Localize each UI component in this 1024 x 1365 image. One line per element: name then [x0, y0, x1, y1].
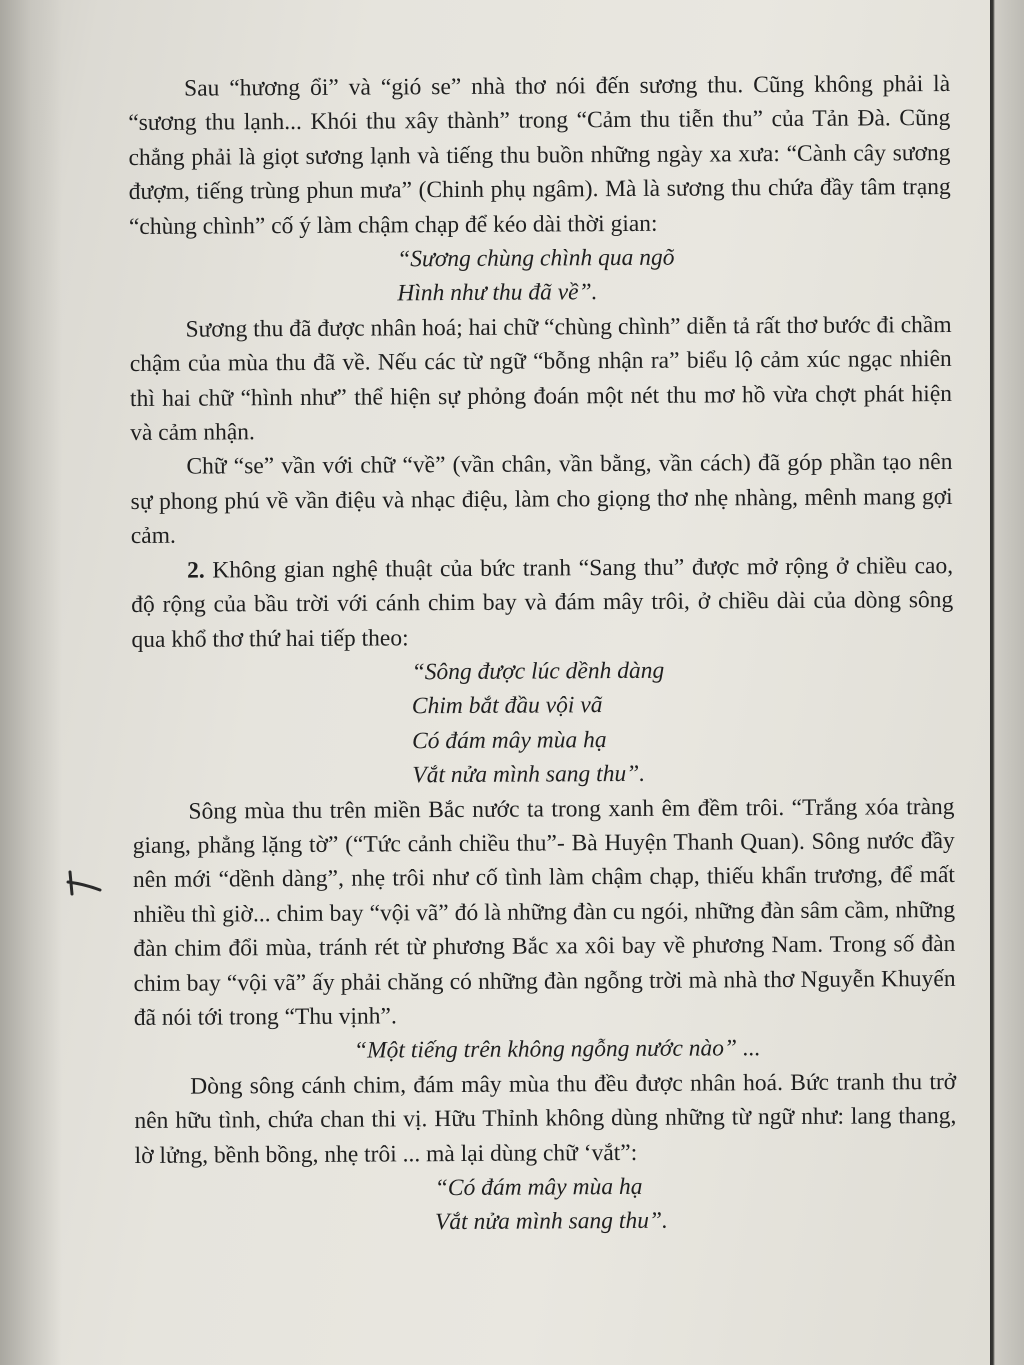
- page-right-edge: [990, 0, 1024, 1365]
- section-number: 2.: [186, 557, 205, 584]
- verse-3-line-1: “Một tiếng trên không ngỗng nước nào” ...: [353, 1035, 761, 1065]
- paragraph-6: Dòng sông cánh chim, đám mây mùa thu đều được nhân hoá. Bức tranh thu trở nên hữu tình, chứa chan thi vị. Hữu Thỉnh không dùng những từ ngữ như: lang thang, lờ lửng, bềnh bồng, nhẹ trôi ... mà lại dùng chữ ‘vắt”:: [134, 1068, 957, 1169]
- margin-pen-mark: [66, 868, 102, 898]
- paragraph-2: Sương thu đã được nhân hoá; hai chữ “chùng chình” diễn tả rất thơ bước đi chầm chậm của mùa thu đã về. Nếu các từ ngữ “bỗng nhận ra” biểu lộ cảm xúc ngạc nhiên thì hai chữ “hình như” thể hiện sự phỏng đoán một nét thu mơ hồ vừa chợt phát hiện và cảm nhận.: [129, 311, 953, 447]
- paragraph-3: Chữ “se” vần với chữ “về” (vần chân, vần bằng, vần cách) đã góp phần tạo nên sự phong phú về vần điệu và nhạc điệu, làm cho giọng thơ nhẹ nhàng, mênh mang gợi cảm.: [130, 449, 953, 550]
- paragraph-5: Sông mùa thu trên miền Bắc nước ta trong xanh êm đềm trôi. “Trắng xóa tràng giang, phẳng lặng tờ” (“Tức cảnh chiều thu”- Bà Huyện Thanh Quan). Sông nước đầy nên mới “dềnh dàng”, nhẹ trôi như cố tình làm chậm chạp, thiếu khẩn trương, để mất nhiều thì giờ... chim bay “vội vã” đó là những đàn cu ngói, những đàn sâm cầm, những đàn chim đổi mùa, tránh rét từ phương Bắc xa xôi bay về phương Nam. Trong số đàn chim bay “vội vã” ấy phải chăng có những đàn ngỗng trời mà nhà thơ Nguyễn Khuyến đã nói tới trong “Thu vịnh”.: [132, 793, 956, 1031]
- verse-2-line-3: Có đám mây mùa hạ: [412, 726, 607, 754]
- book-binding-shadow: [0, 0, 62, 1365]
- verse-2-line-2: Chim bắt đầu vội vã: [411, 692, 603, 720]
- paragraph-4-text: Không gian nghệ thuật của bức tranh “Sang thu” được mở rộng ở chiều cao, độ rộng của bầu trời với cánh chim bay và đám mây trôi, ở chiều dài của dòng sông qua khổ thơ thứ hai tiếp theo:: [131, 552, 954, 653]
- verse-2-line-1: “Sông được lúc dềnh dàng: [411, 657, 665, 686]
- verse-2-line-4: Vắt nửa mình sang thu”.: [412, 760, 646, 789]
- paragraph-1: Sau “hương ổi” và “gió se” nhà thơ nói đến sương thu. Cũng không phải là “sương thu lạnh... Khói thu xây thành” trong “Cảm thu tiễn thu” của Tản Đà. Cũng chẳng phải là giọt sương lạnh và tiếng thu buồn những ngày xa xưa: “Cành cây sương đượm, tiếng trùng phun mưa” (Chinh phụ ngâm). Mà là sương thu chứa đầy tâm trạng “chùng chình” cố ý làm chậm chạp để kéo dài thời gian:: [128, 70, 951, 240]
- verse-4-line-2: Vắt nửa mình sang thu”.: [434, 1208, 668, 1236]
- verse-4-line-1: “Có đám mây mùa hạ: [434, 1173, 643, 1202]
- verse-1-line-1: “Sương chùng chình qua ngõ: [397, 244, 675, 273]
- paragraph-4: [131, 549, 954, 657]
- verse-1-line-2: Hình như thu đã về”.: [397, 279, 598, 307]
- body-text: [128, 67, 957, 1242]
